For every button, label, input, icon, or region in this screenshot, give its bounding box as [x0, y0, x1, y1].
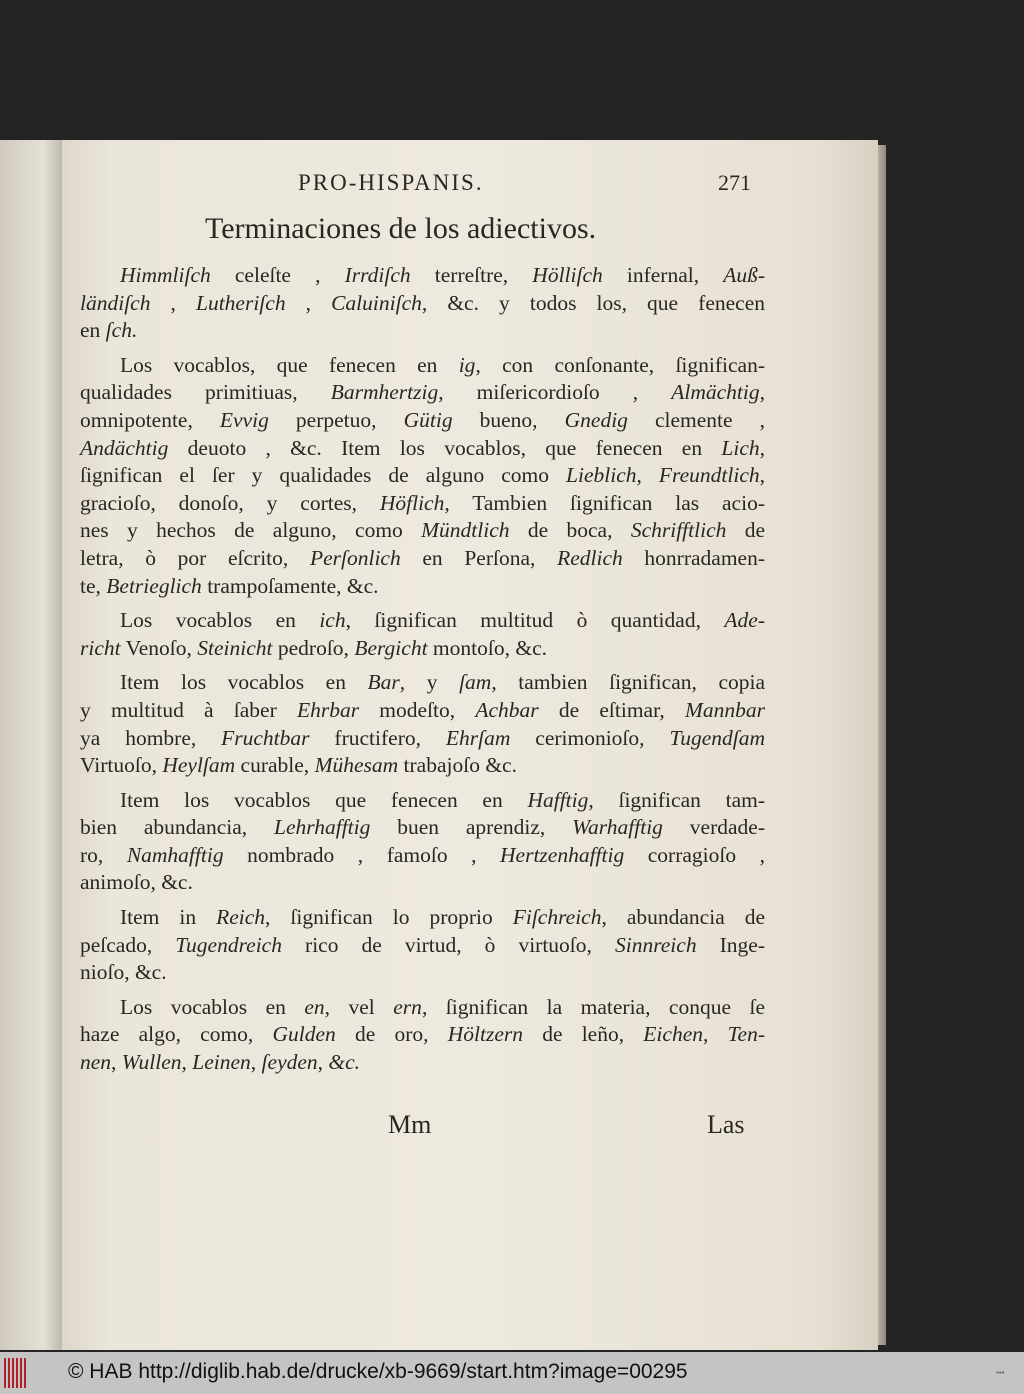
text-segment: , [250, 1050, 262, 1075]
catchword: Las [707, 1110, 745, 1139]
german-term: Fruchtbar [221, 725, 310, 750]
text-line [80, 959, 765, 987]
paragraph [80, 994, 765, 1077]
german-term: Perſonlich [309, 545, 401, 570]
text-segment: , [285, 290, 332, 315]
text-segment: , abundancia de [601, 905, 765, 930]
text-segment: te, [80, 573, 107, 598]
text-line [80, 697, 765, 725]
text-segment: animoſo, &c. [80, 870, 193, 895]
german-term: Bergicht [354, 635, 428, 660]
text-segment: Item in [120, 905, 217, 930]
paragraph [80, 607, 765, 662]
more-icon[interactable]: ▪▪▪ [996, 1368, 1005, 1377]
german-term: Fiſchreich [512, 905, 602, 930]
paragraph [80, 352, 765, 600]
text-segment: , tambien ſignifican, copia [491, 670, 765, 695]
text-line [80, 290, 765, 318]
text-segment: , [703, 1022, 728, 1047]
text-segment: qualidades primitiuas, [80, 380, 331, 405]
text-line [80, 607, 765, 635]
text-line [80, 1021, 765, 1049]
text-segment: , ſignifican la materia, conque ſe [421, 994, 765, 1019]
text-segment: , [759, 463, 765, 488]
text-segment: ſignifican el ſer y qualidades de alguno como [80, 463, 567, 488]
german-term: Heylſam [162, 753, 236, 778]
copyright-link[interactable]: © HAB http://diglib.hab.de/drucke/xb-9669/start.htm?image=00295 [68, 1360, 688, 1383]
text-segment: , [181, 1050, 193, 1075]
running-head: PRO-HISPANIS. [298, 170, 484, 195]
text-segment: , miſericordioſo , [438, 380, 672, 405]
text-segment: Los vocablos en [120, 608, 320, 633]
text-segment: ro, [80, 842, 127, 867]
text-segment: buen aprendiz, [370, 815, 573, 840]
german-term: Almächtig [671, 380, 760, 405]
text-segment: , [150, 290, 196, 315]
text-segment: de boca, [509, 518, 631, 543]
text-line [80, 490, 765, 518]
text-line [80, 462, 765, 490]
german-term: ſch. [105, 318, 138, 343]
german-term: Auß- [723, 263, 766, 287]
german-term: Lich [721, 435, 760, 460]
german-term: Tugendreich [175, 932, 282, 957]
german-term: ländiſch [80, 290, 151, 315]
german-term: Leinen [192, 1050, 251, 1075]
german-term: Wullen [121, 1050, 182, 1075]
german-term: ich [319, 608, 346, 633]
text-segment: bueno, [452, 407, 565, 432]
text-line [80, 814, 765, 842]
paragraph [80, 904, 765, 987]
text-segment: gracioſo, donoſo, y cortes, [80, 490, 380, 515]
german-term: Ten- [727, 1022, 766, 1047]
text-line [80, 994, 765, 1022]
text-segment: , y [399, 670, 460, 695]
text-line [80, 545, 765, 573]
text-segment: de eſtimar, [538, 697, 685, 722]
german-term: ſam [459, 670, 492, 695]
text-segment: , &c. y todos los, que fenecen [421, 290, 765, 315]
german-term: Namhafftig [126, 842, 224, 867]
text-line [80, 517, 765, 545]
german-term: Ade- [724, 608, 765, 633]
text-segment: honrradamen- [622, 545, 765, 570]
german-term: Lutheriſch [195, 290, 286, 315]
text-segment: verdade- [662, 815, 765, 840]
german-term: Höflich [379, 490, 445, 515]
german-term: Lieblich [566, 463, 637, 488]
german-term: Mannbar [684, 697, 766, 722]
german-term: Irrdiſch [344, 263, 411, 287]
text-segment: deuoto , &c. Item los vocablos, que fenecen en [168, 435, 722, 460]
text-segment: clemente , [627, 407, 766, 432]
text-segment: Inge- [696, 932, 765, 957]
text-segment: haze algo, como, [80, 1022, 273, 1047]
text-segment: nes y hechos de alguno, como [80, 518, 422, 543]
german-term: Mühesam [314, 753, 399, 778]
german-term: Achbar [475, 697, 539, 722]
text-segment: modeſto, [359, 697, 476, 722]
text-segment: Los vocablos, que fenecen en [120, 352, 459, 377]
page-number: 271 [718, 170, 751, 195]
text-segment: fructifero, [309, 725, 446, 750]
text-line [80, 752, 765, 780]
text-segment: de oro, [335, 1022, 448, 1047]
german-term: ſeyden [261, 1050, 318, 1075]
text-segment: , [317, 1050, 329, 1075]
text-segment: Item los vocablos en [120, 670, 368, 695]
text-segment: Los vocablos en [120, 994, 305, 1019]
text-line [80, 932, 765, 960]
german-term: Sinnreich [614, 932, 697, 957]
section-title: Terminaciones de los adiectivos. [205, 212, 597, 245]
text-segment: trampoſamente, &c. [201, 573, 379, 598]
text-segment: terreſtre, [410, 263, 533, 287]
text-segment: en Perſona, [400, 545, 558, 570]
german-term: Hölliſch [532, 263, 603, 287]
text-line [80, 635, 765, 663]
text-segment: , [759, 435, 765, 460]
text-segment: peſcado, [80, 932, 176, 957]
text-line [80, 407, 765, 435]
text-segment: , ſignifican tam- [588, 787, 765, 812]
text-segment: , vel [324, 994, 394, 1019]
hab-logo-icon [4, 1358, 26, 1388]
german-term: Barmhertzig [330, 380, 439, 405]
page-edge [878, 145, 886, 1345]
german-term: Ehrſam [445, 725, 511, 750]
german-term: Caluiniſch [331, 290, 422, 315]
german-term: Steinicht [197, 635, 273, 660]
german-term: Gnedig [564, 407, 628, 432]
text-line [80, 379, 765, 407]
german-term: Hertzenhafftig [500, 842, 625, 867]
german-term: Mündtlich [421, 518, 510, 543]
german-term: Tugendſam [669, 725, 766, 750]
german-term: Schrifftlich [630, 518, 727, 543]
text-segment: en [80, 318, 106, 343]
german-term: Andächtig [80, 435, 169, 460]
text-segment: , ſignifican multitud ò quantidad, [345, 608, 725, 633]
text-segment: celeſte , [210, 263, 345, 287]
german-term: Hafftig [527, 787, 589, 812]
text-line [80, 869, 765, 897]
text-segment: nombrado , famoſo , [223, 842, 501, 867]
text-segment: rico de virtud, ò virtuoſo, [281, 932, 615, 957]
text-segment: Item los vocablos que fenecen en [120, 787, 528, 812]
german-term: Warhafftig [572, 815, 663, 840]
german-term: Himmliſch [120, 263, 211, 287]
text-segment: Virtuoſo, [80, 753, 163, 778]
text-line [80, 1049, 765, 1077]
text-line [80, 317, 765, 345]
text-segment: infernal, [602, 263, 724, 287]
text-segment: trabajoſo &c. [398, 753, 517, 778]
text-segment: montoſo, &c. [427, 635, 547, 660]
text-segment: letra, ò por eſcrito, [80, 545, 310, 570]
text-segment: de [726, 518, 765, 543]
text-segment: Venoſo, [120, 635, 198, 660]
text-segment: pedroſo, [272, 635, 355, 660]
signature-mark: Mm [388, 1110, 432, 1139]
text-segment: y multitud à ſaber [80, 697, 297, 722]
text-segment: curable, [235, 753, 315, 778]
german-term: Ehrbar [296, 697, 360, 722]
text-segment: , Tambien ſignifican las acio- [444, 490, 765, 515]
text-line [80, 787, 765, 815]
german-term: Redlich [557, 545, 623, 570]
text-segment: , [111, 1050, 122, 1075]
german-term: Lehrhafftig [274, 815, 371, 840]
text-line [80, 352, 765, 380]
page-body [80, 262, 765, 1084]
text-segment: bien abundancia, [80, 815, 274, 840]
text-segment: ya hombre, [80, 725, 222, 750]
text-segment: corragioſo , [624, 842, 765, 867]
german-term: Reich [216, 905, 266, 930]
german-term: &c. [328, 1050, 361, 1075]
german-term: Betrieglich [106, 573, 202, 598]
german-term: ern [393, 994, 422, 1019]
german-term: Bar [367, 670, 400, 695]
paragraph [80, 262, 765, 345]
text-line [80, 725, 765, 753]
german-term: nen [80, 1050, 112, 1075]
text-segment: de leño, [523, 1022, 644, 1047]
text-line [80, 669, 765, 697]
viewer-footer-bar [0, 1352, 1024, 1394]
german-term: richt [80, 635, 121, 660]
german-term: ig [458, 352, 476, 377]
german-term: Gulden [272, 1022, 336, 1047]
german-term: Freundtlich [658, 463, 760, 488]
text-segment: , [759, 380, 765, 405]
paragraph [80, 669, 765, 779]
text-line [80, 573, 765, 601]
text-line [80, 842, 765, 870]
text-line [80, 435, 765, 463]
text-segment: , [636, 463, 659, 488]
german-term: Eichen [643, 1022, 703, 1047]
german-term: Gütig [403, 407, 453, 432]
german-term: Evvig [219, 407, 269, 432]
paragraph [80, 787, 765, 897]
text-segment: , ſignifican lo proprio [265, 905, 513, 930]
text-line [80, 262, 765, 290]
german-term: en [304, 994, 325, 1019]
text-line [80, 904, 765, 932]
text-segment: cerimonioſo, [510, 725, 670, 750]
facing-page-edge [0, 140, 62, 1350]
text-segment: perpetuo, [268, 407, 404, 432]
german-term: Höltzern [447, 1022, 523, 1047]
text-segment: omnipotente, [80, 407, 220, 432]
text-segment: , con conſonante, ſignifican- [475, 352, 765, 377]
text-segment: nioſo, &c. [80, 960, 167, 985]
